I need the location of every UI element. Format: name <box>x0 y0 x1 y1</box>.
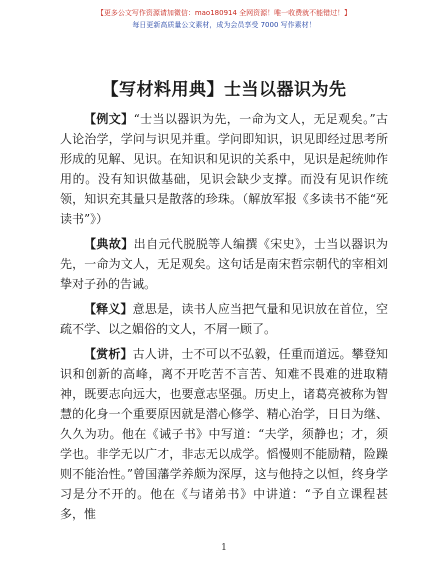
paragraph-text: 意思是，读书人应当把气量和见识放在首位，空疏不学、以之媚俗的文人，不屑一顾了。 <box>60 302 388 336</box>
paragraph-appreciation <box>60 344 388 524</box>
paragraph-tag: 【赏析】 <box>84 347 133 361</box>
paragraph-text: “士当以器识为先，一命为文人，无足观矣。”古人论治学，学问与识见并重。学问即知识，识见即经过思考所形成的见解、见识。在知识和见识的关系中，见识是起统帅作用的。没有知识做基础，见识会缺少支撑。而没有见识作统领，知识充其量只是散落的珍珠。（解放军报《多读书不能“死读书”》） <box>60 112 388 226</box>
paragraph-tag: 【典故】 <box>84 237 134 251</box>
paragraph-example <box>60 109 388 229</box>
document-body <box>60 109 388 529</box>
header-banner <box>0 0 448 30</box>
banner-line-promo: 【更多公文写作资源请加微信：mao180914 全网资源！唯一收费就不能错过！】 <box>96 9 352 17</box>
page-title: 【写材料用典】士当以器识为先 <box>101 80 347 100</box>
paragraph-text: 古人讲，士不可以不弘毅，任重而道远。攀登知识和创新的高峰，离不开吃苦不言苦、知难不畏难的进取精神，既要志向远大，也要意志坚强。历史上，诸葛亮被称为智慧的化身一个重要原因就是潜心修学、精心治学，日日为继、久久为功。他在《诫子书》中写道：“夫学，须静也；才，须学也。非学无以广才，非志无以成学。慆慢则不能励精，险躁则不能治性。”曾国藩学养颇为深厚，这与他持之以恒，终身学习是分不开的。他在《与诸弟书》中讲道：“予自立课程甚多，惟 <box>60 347 388 521</box>
paragraph-tag: 【释义】 <box>84 302 133 316</box>
paragraph-allusion <box>60 234 388 294</box>
banner-line-update: 每日更新高质量公文素材，成为会员享受 7000 写作素材！ <box>132 21 316 29</box>
paragraph-tag: 【例文】 <box>84 112 134 126</box>
paragraph-meaning <box>60 299 388 339</box>
paragraph-text: 出自元代脱脱等人编撰《宋史》，士当以器识为先，一命为文人，无足观矣。这句话是南宋哲宗朝代的宰相刘挚对子孙的告诫。 <box>60 237 388 291</box>
page-number: 1 <box>221 543 227 553</box>
